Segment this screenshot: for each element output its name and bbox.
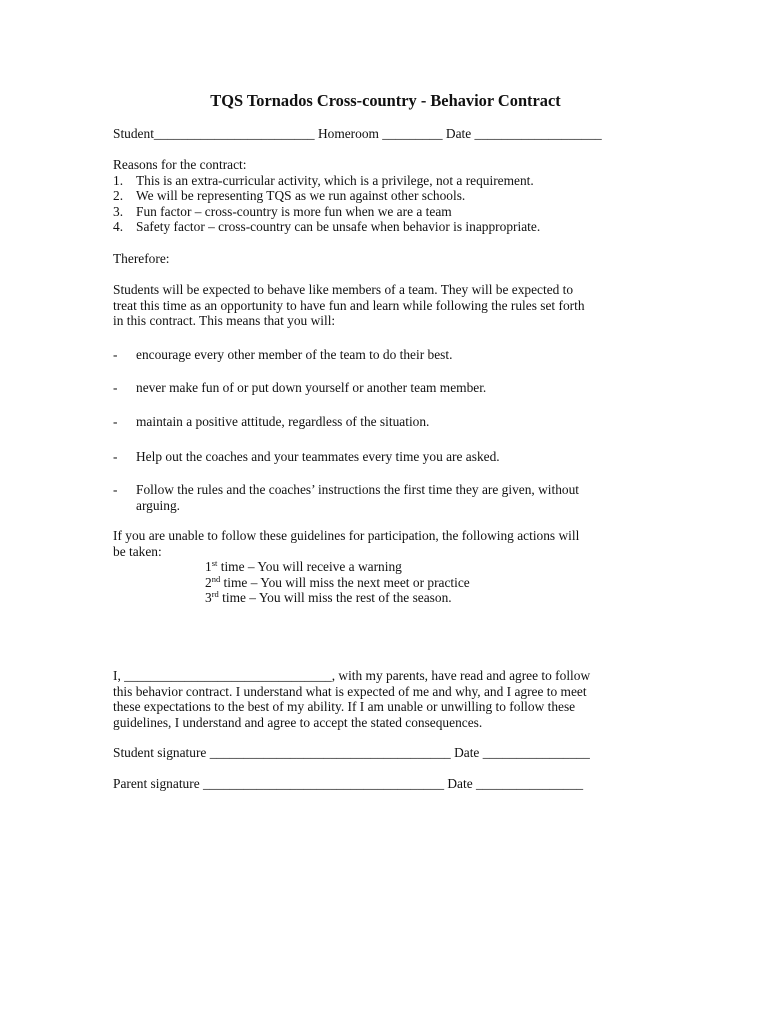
rule-dash: -	[113, 347, 118, 362]
rule-item	[113, 347, 658, 363]
reason-number: 2.	[113, 188, 124, 204]
student-info-line: Student________________________ Homeroom _________ Date ___________________	[113, 126, 602, 141]
agreement-line: guidelines, I understand and agree to accept the stated consequences.	[113, 714, 483, 730]
agreement-line: these expectations to the best of my ability. If I am unable or unwilling to follow these	[113, 699, 576, 715]
rule-dash: -	[113, 482, 118, 497]
parent-signature-line: Parent signature ____________________________________ Date ________________	[113, 776, 584, 791]
expectations-line: treat this time as an opportunity to have fun and learn while following the rules set forth	[113, 297, 585, 313]
reason-number: 4.	[113, 219, 124, 235]
reason-text: We will be representing TQS as we run against other schools.	[136, 188, 466, 204]
reasons-section	[113, 157, 658, 235]
page-title: TQS Tornados Cross-country - Behavior Contract	[210, 91, 561, 110]
reason-text: This is an extra-curricular activity, which is a privilege, not a requirement.	[136, 172, 534, 188]
student-signature-line: Student signature ____________________________________ Date ________________	[113, 745, 590, 760]
rule-text-continued: arguing.	[136, 497, 181, 513]
reason-item	[113, 188, 658, 204]
rule-text: Help out the coaches and your teammates every time you are asked.	[136, 449, 500, 464]
agreement-line: this behavior contract. I understand what is expected of me and why, and I agree to meet	[113, 683, 587, 699]
rule-dash: -	[113, 414, 118, 429]
rule-text: encourage every other member of the team to do their best.	[136, 347, 453, 362]
agreement-line: I, _______________________________, with my parents, have read and agree to follow	[113, 668, 591, 683]
consequences-section	[113, 528, 658, 606]
consequences-line: be taken:	[113, 543, 162, 559]
rule-item	[113, 482, 658, 513]
rule-text: never make fun of or put down yourself or another team member.	[136, 380, 487, 395]
rule-text: Follow the rules and the coaches’ instructions the first time they are given, without	[136, 482, 580, 497]
consequence-item: 1st time – You will receive a warning	[205, 558, 402, 575]
consequence-item: 3rd time – You will miss the rest of the season.	[205, 589, 452, 606]
reasons-heading: Reasons for the contract:	[113, 157, 247, 172]
reason-text: Fun factor – cross-country is more fun when we are a team	[136, 203, 452, 219]
therefore-label: Therefore:	[113, 251, 170, 266]
consequences-line: If you are unable to follow these guidelines for participation, the following actions will	[113, 528, 580, 543]
rule-item	[113, 380, 658, 396]
reason-item	[113, 173, 658, 189]
reason-text: Safety factor – cross-country can be unsafe when behavior is inappropriate.	[136, 219, 541, 235]
agreement-paragraph	[113, 668, 658, 730]
reason-number: 3.	[113, 203, 124, 219]
reason-item	[113, 219, 658, 235]
reason-number: 1.	[113, 172, 124, 188]
rule-dash: -	[113, 380, 118, 395]
reason-item	[113, 204, 658, 220]
rule-item	[113, 414, 658, 430]
consequence-item: 2nd time – You will miss the next meet or practice	[205, 573, 470, 590]
rule-dash: -	[113, 449, 118, 464]
expectations-paragraph	[113, 282, 658, 329]
rule-text: maintain a positive attitude, regardless of the situation.	[136, 414, 430, 429]
expectations-line: in this contract. This means that you will:	[113, 313, 336, 329]
expectations-line: Students will be expected to behave like members of a team. They will be expected to	[113, 282, 574, 297]
rule-item	[113, 449, 658, 465]
